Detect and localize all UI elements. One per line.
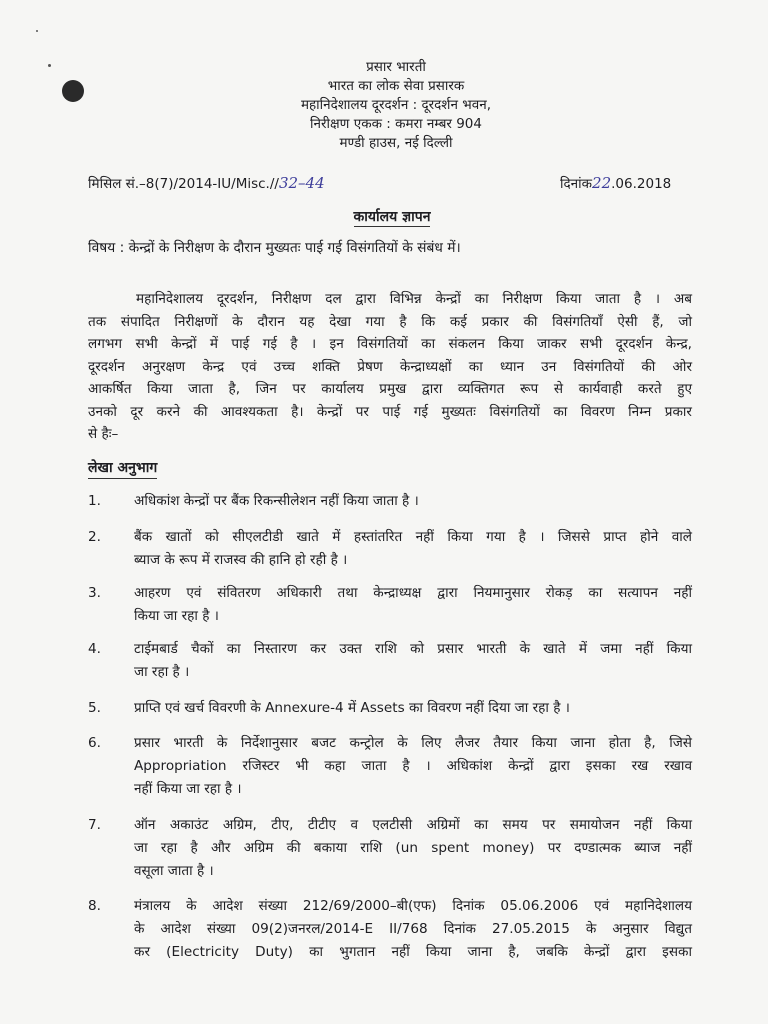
file-number-printed: मिसिल सं.–8(7)/2014-IU/Misc.//: [88, 176, 279, 192]
subject-line: विषय : केन्द्रों के निरीक्षण के दौरान मुख्यतः पाई गई विसंगतियों के संबंध में।: [88, 240, 461, 256]
section-heading-accounts: लेखा अनुभाग: [88, 458, 157, 479]
item-text: वसूला जाता है ।: [134, 863, 214, 879]
item-number: 8.: [88, 898, 101, 914]
item-text: किया जा रहा है ।: [134, 608, 219, 624]
item-text: मंत्रालय के आदेश संख्या 212/69/2000–बी(एफ) दिनांक 05.06.2006 एवं महानिदेशालय: [134, 898, 692, 914]
letterhead-org: प्रसार भारती: [366, 59, 426, 75]
item-number: 5.: [88, 700, 101, 716]
item-number: 6.: [88, 735, 101, 751]
intro-line: महानिदेशालय दूरदर्शन, निरीक्षण दल द्वारा विभिन्न केन्द्रों का निरीक्षण किया जाता है । अब: [136, 291, 692, 307]
intro-line: से हैः–: [88, 426, 119, 442]
letterhead-tagline: भारत का लोक सेवा प्रसारक: [327, 78, 465, 94]
intro-line: लगभग सभी केन्द्रों में पाई गई है । इन विसंगतियों का संकलन किया जाकर सभी दूरदर्शन केन्द्र,: [88, 336, 692, 352]
date-label: दिनांक: [560, 176, 593, 192]
letterhead-address: मण्डी हाउस, नई दिल्ली: [339, 135, 453, 151]
intro-line: उनको दूर करने की आवश्यकता है। केन्द्रों पर पाई गई मुख्यतः विसंगतियों का विवरण निम्न प्रकार: [88, 403, 692, 420]
item-text: के आदेश संख्या 09(2)जनरल/2014-E II/768 दिनांक 27.05.2015 के अनुसार विद्युत: [134, 921, 692, 937]
intro-line: आकर्षित किया जाता है, जिन पर कार्यालय प्रमुख द्वारा व्यक्तिगत रूप से कार्यवाही करते हुए: [88, 381, 692, 397]
item-text: जा रहा है और अग्रिम की बकाया राशि (un spent money) पर दण्डात्मक ब्याज नहीं: [134, 840, 692, 856]
file-number-handwritten: 32–44: [278, 174, 325, 192]
item-number: 7.: [88, 817, 101, 833]
document-title: कार्यालय ज्ञापन: [353, 209, 431, 225]
letterhead-unit: निरीक्षण एकक : कमरा नम्बर 904: [310, 116, 482, 132]
document-title-wrap: [0, 207, 768, 226]
paper-speck: [36, 30, 38, 32]
item-text: टाईमबार्ड चैकों का निस्तारण कर उक्त राशि को प्रसार भारती के खाते में जमा नहीं किया: [134, 641, 692, 657]
item-text: नहीं किया जा रहा है ।: [134, 781, 242, 797]
item-text: ऑन अकाउंट अग्रिम, टीए, टीटीए व एलटीसी अग्रिमों का समय पर समायोजन नहीं किया: [134, 817, 692, 833]
item-number: 1.: [88, 493, 101, 509]
item-text: जा रहा है ।: [134, 664, 190, 680]
item-text: आहरण एवं संवितरण अधिकारी तथा केन्द्राध्यक्ष द्वारा नियमानुसार रोकड़ का सत्यापन नहीं: [134, 585, 692, 601]
date-printed-rest: .06.2018: [611, 176, 672, 192]
intro-paragraph: [88, 288, 692, 446]
item-text: बैंक खातों को सीएलटीडी खाते में हस्तांतरित नहीं किया गया है । जिससे प्राप्त होने वाले: [134, 529, 692, 545]
item-text: अधिकांश केन्द्रों पर बैंक रिकन्सीलेशन नहीं किया जाता है ।: [134, 493, 419, 509]
item-text: प्रसार भारती के निर्देशानुसार बजट कन्ट्रोल के लिए लैजर तैयार किया जाना होता है, जिसे: [134, 735, 692, 751]
item-text: कर (Electricity Duty) का भुगतान नहीं किया जाना है, जबकि केन्द्रों द्वारा इसका: [134, 944, 692, 960]
letterhead-directorate: महानिदेशालय दूरदर्शन : दूरदर्शन भवन,: [300, 97, 492, 113]
document-date: [560, 174, 671, 192]
date-handwritten-day: 22: [592, 174, 612, 192]
item-text: Appropriation रजिस्टर भी कहा जाता है । अधिकांश केन्द्रों द्वारा इसका रख रखाव: [134, 758, 692, 774]
intro-line: तक संपादित निरीक्षणों के दौरान यह देखा गया है कि कई प्रकार की विसंगतियाँ ऐसी हैं, जो: [88, 313, 692, 330]
item-number: 2.: [88, 529, 101, 545]
file-number: [88, 174, 325, 192]
intro-line: दूरदर्शन अनुरक्षण केन्द्र एवं उच्च शक्ति प्रेषण केन्द्राध्यक्षों का ध्यान उन विसंगतियों की ओर: [88, 358, 692, 375]
item-number: 4.: [88, 641, 101, 657]
letterhead: [0, 58, 768, 153]
item-text: प्राप्ति एवं खर्च विवरणी के Annexure-4 में Assets का विवरण नहीं दिया जा रहा है ।: [134, 700, 570, 716]
item-text: ब्याज के रूप में राजस्व की हानि हो रही है ।: [134, 552, 348, 568]
item-number: 3.: [88, 585, 101, 601]
